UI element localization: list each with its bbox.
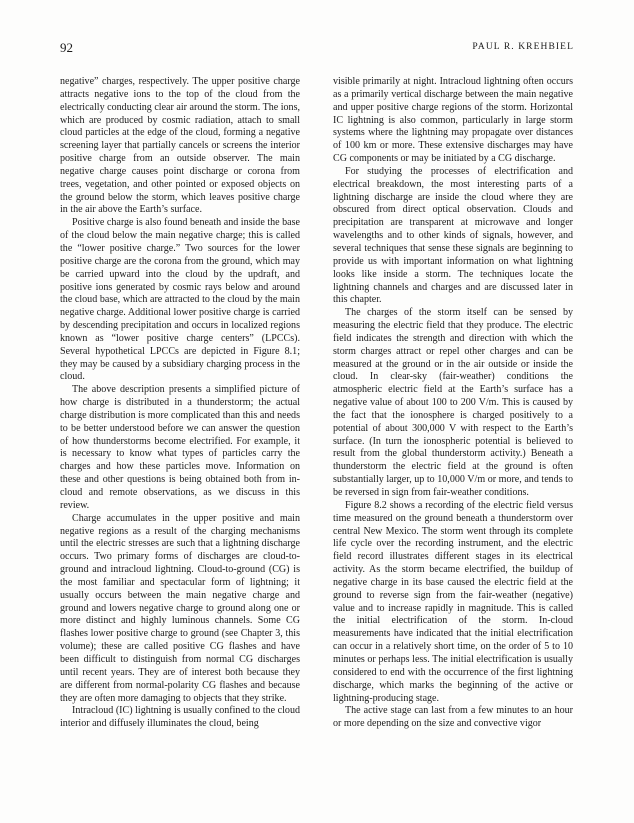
paragraph: The above description presents a simplified picture of how charge is distributed in a thunderstorm; the actual charge distribution is more complicated than this and needs to be better understood before we can answer the question of how thunderstorms become electrified. For example, it is necessary to know what types of particles carry the charges and how these particles move. Information on these and other questions is being obtained both from in-cloud and remote observations, as we discuss in this review. — [60, 384, 300, 511]
paragraph: Intracloud (IC) lightning is usually confined to the cloud interior and diffusely illuminates the cloud, being — [60, 705, 300, 730]
left-text-column — [60, 76, 300, 731]
running-head-author: PAUL R. KREHBIEL — [472, 42, 574, 52]
paragraph: Positive charge is also found beneath and inside the base of the cloud below the main negative charge; this is called the “lower positive charge.” Two sources for the lower positive charge are the corona from the ground, which may be carried upward into the cloud by the updraft, and positive ions generated by cosmic rays below and around the cloud base, which are attracted to the cloud by the main negative charge. Additional lower positive charge is carried by descending precipitation and occurs in localized regions known as “lower positive charge centers” (LPCCs). Several hypothetical LPCCs are depicted in Figure 8.1; they may be caused by a subsidiary charging process in the cloud. — [60, 217, 300, 383]
paragraph: negative” charges, respectively. The upper positive charge attracts negative ions to the top of the cloud from the electrically conducting clear air around the storm. The ions, which are produced by cosmic radiation, attach to small cloud particles at the edge of the cloud, forming a negative screening layer that partially cancels or screens the interior positive charge from an outside observer. The main negative charge causes point discharge or corona from trees, vegetation, and other pointed or exposed objects on the ground below the storm, which leaves positive charge in the air above the Earth’s surface. — [60, 76, 300, 216]
right-text-column — [333, 76, 573, 731]
paragraph: For studying the processes of electrification and electrical breakdown, the most interesting parts of a lightning discharge are inside the cloud where they are obscured from direct optical observation. Clouds and precipitation are transparent at microwave and longer wavelengths and to other kinds of signals, however, and several techniques that sense these signals are beginning to provide us with important information on what lightning looks like inside a storm. The techniques locate the lightning channels and charges and are discussed later in this chapter. — [333, 165, 573, 306]
page-number: 92 — [60, 40, 73, 55]
paragraph: Charge accumulates in the upper positive and main negative regions as a result of the charging mechanisms until the electric stresses are such that a lightning discharge occurs. Two primary forms of discharges are cloud-to-ground and intracloud lightning. Cloud-to-ground (CG) is the most familiar and spectacular form of lightning; it usually occurs between the main negative charge and ground and lowers negative charge to ground along one or more distinct and highly luminous channels. Some CG flashes lower positive charge to ground (see Chapter 3, this volume); these are called positive CG flashes and have been difficult to distinguish from normal CG discharges until recent years. They are of interest both because they are different from normal-polarity CG flashes and because they are often more damaging to objects that they strike. — [60, 512, 300, 704]
paragraph: visible primarily at night. Intracloud lightning often occurs as a primarily vertical discharge between the main negative and upper positive charge regions of the storm. Horizontal IC lightning is also common, particularly in large storm systems where the lightning may propagate over distances of 100 km or more. These extensive discharges may have CG components or may be initiated by a CG discharge. — [333, 76, 573, 165]
paragraph: Figure 8.2 shows a recording of the electric field versus time measured on the ground beneath a thunderstorm over central New Mexico. The storm went through its complete life cycle over the recording instrument, and the electric field record illustrates different stages in its electrical activity. As the storm became electrified, the buildup of negative charge in its base caused the electric field at the ground to reverse sign from the fair-weather (negative) value and to increase rapidly in magnitude. This is called the initial electrification of the storm. In-cloud measurements have indicated that the initial electrification can occur in a relatively short time, on the order of 5 to 10 minutes or perhaps less. The initial electrification is usually considered to end with the occurrence of the first lightning discharge, which marks the beginning of the active or lightning-producing stage. — [333, 499, 573, 704]
page-header — [60, 40, 574, 60]
paragraph: The active stage can last from a few minutes to an hour or more depending on the size and convective vigor — [333, 705, 573, 730]
paragraph: The charges of the storm itself can be sensed by measuring the electric field that they produce. The electric field indicates the strength and direction with which the storm charges attract or repel other charges and can be measured at the ground or in the air outside or inside the cloud. In clear-sky (fair-weather) conditions the atmospheric electric field at the Earth’s surface has a negative value of about 100 to 200 V/m. This is caused by the fact that the ionosphere is charged positively to a potential of about 300,000 V with respect to the Earth’s surface. (In turn the ionospheric potential is believed to result from the global thunderstorm activity.) Beneath a thunderstorm the electric field at the ground is often substantially larger, up to 10,000 V/m or more, and tends to be reversed in sign from fair-weather conditions. — [333, 307, 573, 498]
